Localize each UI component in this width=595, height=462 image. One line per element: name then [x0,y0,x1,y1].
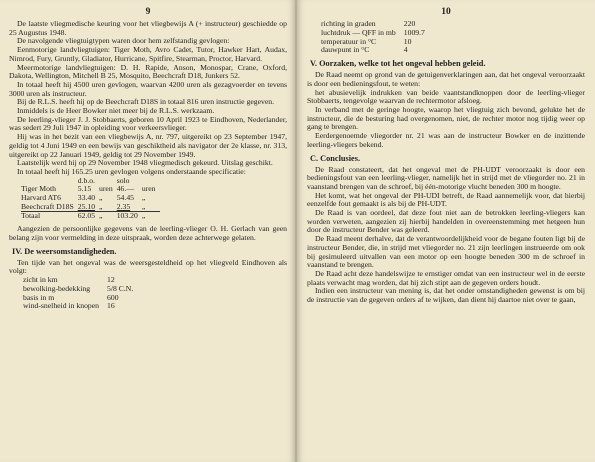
paragraph: Meermotorige landvliegtuigen: D. H. Rapide, Anson, Monospar, Crane, Oxford, Dakota, Wellington, Mitchell B 25, Mosquito, Beechcraft D18, Junkers 52. [9,62,287,81]
paragraph: het abusievelijk indrukken van beide vaantstandknoppen door de leerling-vlieger Stobbaerts, tengevolge waarvan de rechtermotor afsloeg. [307,87,585,106]
section-heading: V. Oorzaken, welke tot het ongeval hebben geleid. [310,59,486,69]
paragraph: De Raad is van oordeel, dat deze fout niet aan de betrokken leerling-vliegers kan worden verweten, aangezien zij hierbij handelden in overeenstemming met hetgeen hun door de instructeur Bender was geleerd. [307,208,585,235]
paragraph: Eenmotorige landvliegtuigen: Tiger Moth, Avro Cadet, Tutor, Hawker Hart, Audax, Nimrod, Fury, Gruntly, Gladiator, Hurricane, Spitfire, Stearman, Proctor, Harvard. [9,45,287,63]
paragraph: Laatstelijk werd hij op 29 November 1948 vliegmedisch gekeurd. Uitslag geschikt. [17,158,273,168]
paragraph: De leerling-vlieger J. J. Stobbaerts, geboren 10 April 1923 te Eindhoven, Nederlander, was sedert 29 Juli 1947 in opleiding voor verkeersvlieger. [9,114,287,133]
paragraph: Ten tijde van het ongeval was de weersgesteldheid op het vliegveld Eindhoven als volgt: [9,257,287,276]
paragraph: Indien een instructeur van mening is, dat het onder omstandigheden gewenst is om bij de instructie van de gegeven orders af te wijken, dan dient hij daartoe niet over te gaan, [307,286,585,305]
table-row: luchtdruk — QFF in mb 1009.7 [321,27,425,37]
table-row: temperatuur in °C 10 [321,36,412,46]
paragraph: Aangezien de persoonlijke gegevens van de leerling-vlieger O. H. Gerlach van geen belang zijn voor vermelding in deze uitspraak, worden deze achterwege gelaten. [9,224,287,242]
column-header: d.b.o. [77,175,96,185]
paragraph: Eerdergenoemde vliegorder nr. 21 was aan de instructeur Bowker en de inzittende leerling-vliegers bekend. [307,131,585,149]
section-heading: IV. De weersomstandigheden. [12,246,117,256]
table-row: bewolking-bedekking 5/8 C.N. [23,283,134,293]
table-row: wind-snelheid in knopen 16 [23,301,115,311]
column-header: solo [116,175,130,185]
page-number: 9 [145,7,151,17]
table-row: dauwpunt in °C 4 [321,45,408,55]
weather-table [23,276,141,311]
paragraph: In verband met de geringe hoogte, waarop het vliegtuig zich bevond, gelukte het de instructeur, die de besturing had overgenomen, niet, de rechter motor nog tijdig weer op gang te brengen. [307,105,585,132]
table-row: zicht in km 12 [23,274,115,284]
table-row: Harvard AT6 33.40 „ 54.45 „ [21,193,146,203]
paragraph: Het komt, wat het ongeval der PH-UDI betreft, de Raad aannemelijk voor, dat hierbij eenzelfde fout gemaakt is als bij de PH-UDT. [307,190,585,209]
paragraph: Bij de R.L.S. heeft hij op de Beechcraft D18S in totaal 816 uren instructie gegeven. [17,97,275,107]
section-heading: C. Conclusies. [310,153,361,163]
weather-table [321,20,433,55]
table-total-row: Totaal 62.05 „ 103.20 „ [21,212,160,221]
paragraph: De Raad acht deze handelswijze te ernstiger omdat van een instructeur wel in de eerste plaats verwacht mag worden, dat hij zich stipt aan de gegeven orders houdt. [307,268,585,287]
paragraph: In totaal heeft hij 165.25 uren gevlogen volgens onderstaande specificatie: [17,166,246,176]
table-row: basis in m 600 [23,292,119,302]
flight-hours-table [21,177,160,222]
table-row: Beechcraft D18S 25.10 „ 2.35 „ [21,201,146,211]
paragraph: Hij was in het bezit van een vliegbewijs A, nr. 797, uitgereikt op 23 September 1947, geldig tot 4 Juni 1949 en een bewijs van geschiktheid als navigator der 2e klasse, nr. 313, uitgereikt op 22 Januari 1949, geldig tot 29 November 1949. [9,132,287,159]
paragraph: In totaal heeft hij 4500 uren gevlogen, waarvan 4200 uren als gezagvoerder en tevens 3000 uren als instructeur. [9,79,287,98]
paragraph: De Raad meent derhalve, dat de verantwoordelijkheid voor de begane fouten ligt bij de instructeur Bender, die, in strijd met vliegorder no. 21 zijn leerlingen instrueerde om ook bij gesimuleerd uitvallen van een motor op een hoogte beneden 300 m de schroef in vaanstand te brengen. [307,234,585,270]
paragraph: De Raad constateert, dat het ongeval met de PH-UDT veroorzaakt is door een bedieningsfout van een leerling-vlieger, namelijk het in strijd met de vliegorder no. 21 in vaanstand brengen van de schroef, bij één-motorige vlucht beneden 300 m hoogte. [307,164,585,191]
paragraph: De Raad neemt op grond van de getuigenverklaringen aan, dat het ongeval veroorzaakt is door een bedieningsfout, te weten: [307,70,585,88]
page-number: 10 [441,7,451,17]
left-page [0,0,295,462]
table-row: richting in graden 220 [321,19,416,28]
right-page [297,0,595,462]
paragraph: De navolgende vliegtuigtypen waren door hem zelfstandig gevlogen: [17,36,230,46]
paragraph: Inmiddels is de Heer Bowker niet meer bij de R.L.S. werkzaam. [17,106,215,116]
table-row: Tiger Moth 5.15 uren 46.— uren [21,184,156,194]
paragraph: De laatste vliegmedische keuring voor het vliegbewijs A (+ instructeur) geschiedde op 25 Augustus 1948. [9,19,287,37]
